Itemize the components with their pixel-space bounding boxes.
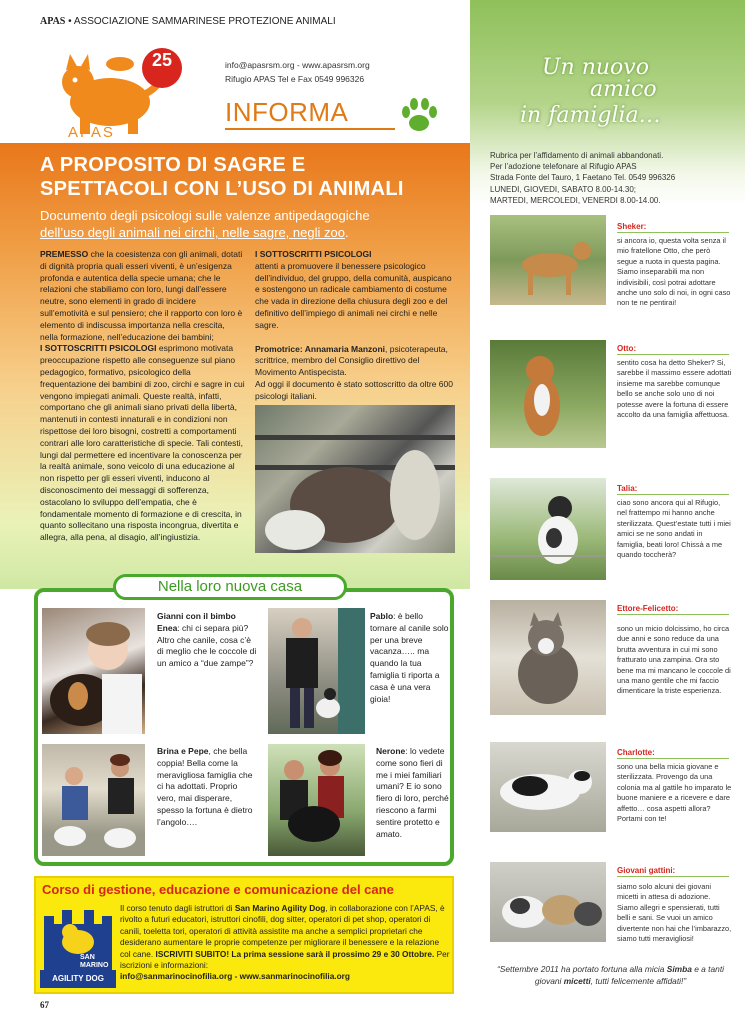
adoption-info-line: MARTEDI, MERCOLEDI, VENERDI 8.00-14.00. — [490, 195, 661, 205]
horses-photo — [255, 405, 455, 553]
new-home-title: Nella loro nuova casa — [113, 574, 347, 600]
agility-dog-logo — [40, 902, 116, 988]
photo-pablo — [268, 608, 365, 734]
caption-gianni-enea — [157, 611, 257, 670]
name-rule — [617, 354, 729, 355]
subhead-end: . — [344, 225, 349, 240]
sidebar-title-line-3: in famiglia… — [520, 103, 661, 128]
sidebar-title-line-2: amico — [590, 77, 657, 102]
adoption-info-line: Strada Fonte del Tauro, 1 Faetano Tel. 0549 996326 — [490, 173, 676, 183]
quote-part-c: , tutti felicemente affidati!” — [590, 976, 687, 986]
course-text-c: Per iscrizioni e informazioni: — [120, 948, 450, 971]
photo-nerone — [268, 744, 365, 856]
org-full: • ASSOCIAZIONE SAMMARINESE PROTEZIONE ANIMALI — [68, 16, 336, 27]
caption-text: : chi ci separa più? Altro che canile, cosa c’è di meglio che le coccole di un amico a “due zampe”? — [157, 622, 257, 669]
quote-part-a: “Settembre 2011 ha portato fortuna alla micia — [496, 964, 667, 974]
course-text — [120, 903, 450, 983]
animal-text-talia: ciao sono ancora qui al Rifugio, nel frattempo mi hanno anche sterilizzata. Quest’estate tutti i miei amici se ne sono andati in famiglia, beati loro! Chissà a me quando toccherà? — [617, 498, 731, 560]
paragraph — [40, 343, 245, 544]
caption-text: , che bella coppia! Bella come la meravigliosa famiglia che ci ha adottati. Proprio vero, mai disperare, spesso la fortuna è dietro l’angolo…. — [157, 746, 253, 827]
apas-logo-text: APAS — [68, 124, 115, 141]
paragraph-text: esprimono motivata preoccupazione rispetto alle conseguenze sul piano pedagogico, formativo, psicologico della frequentazione dei bambini di zoo, circhi e sagre in cui vengono impiegati animali. Queste realtà, infatti, comportano che gli animali siano privati della libertà, mantenuti in contesti innaturali e in condizioni non rispettose dei loro bisogni, costretti a comportamenti contrari alle loro caratteristiche di specie. Tali contesti, lungi dal permettere ed incentivare la conoscenza per la realtà animale, sono veicolo di una educazione al non rispetto per gli esseri viventi, inducono al disconoscimento dei messaggi di sofferenza, ostacolano lo sviluppo dell’empatia, che è fondamentale momento di formazione e di crescita, in quanto sollecitano una risposta incongrua, divertita e allegra, alla pena, al disagio, all’ingiustizia. — [40, 343, 245, 543]
course-cta: ISCRIVITI SUBITO! La prima sessione sarà il prossimo 29 e 30 Ottobre. — [155, 948, 435, 959]
subhead-line-1: Documento degli psicologi sulle valenze antipedagogiche — [40, 208, 370, 223]
logo-text-agility: AGILITY DOG — [52, 974, 104, 983]
photo-giovani-gattini — [490, 862, 606, 942]
caption-name: Brina e Pepe — [157, 746, 209, 756]
logo-line-2: MARINO — [80, 962, 109, 969]
adoption-info-line: Per l’adozione telefonare al Rifugio APAS — [490, 162, 637, 172]
adoption-info-line: LUNEDI, GIOVEDI, SABATO 8.00-14.30; — [490, 184, 636, 194]
paragraph-label: PREMESSO — [40, 249, 89, 259]
subhead-line-2: dell’uso degli animali nei circhi, nelle sagre, negli zoo — [40, 225, 345, 240]
article-headline — [40, 153, 460, 201]
caption-pablo — [370, 611, 450, 705]
paragraph — [255, 249, 455, 332]
photo-sheker — [490, 215, 606, 305]
org-short: APAS — [40, 16, 66, 27]
adoption-info-line: Rubrica per l’affidamento di animali abbandonati. — [490, 151, 664, 160]
paw-icon — [398, 95, 440, 135]
animal-text-giovani-gattini: siamo solo alcuni dei giovani micetti in attesa di adozione. Siamo allegri e spensierati, tutti belli e sani. Se vuoi un amico divertente non hai che l’imbarazzo, siamo tutti meravigliosi! — [617, 882, 732, 944]
animal-text-sheker: si ancora io, questa volta senza il mio fratellone Otto, che però segue a ruota in questa pagina. Siamo inseparabili ma non indivisibili, così potrai adottare anche uno solo di noi, in ogni caso non te ne pentirai! — [617, 236, 731, 308]
article-column-1 — [40, 249, 245, 544]
paragraph — [40, 249, 245, 343]
article-column-2 — [255, 249, 455, 403]
course-school: San Marino Agility Dog — [234, 903, 326, 913]
page-header — [40, 16, 336, 27]
logo-text-san-marino — [80, 954, 108, 970]
animal-name-sheker: Sheker: — [617, 222, 647, 231]
sidebar-title-line-1: Un nuovo — [542, 55, 649, 80]
paragraph-text: , psicoterapeuta, scrittrice, membro del Consiglio direttivo del Movimento Antispecista. — [255, 343, 448, 378]
paragraph-text: che la coesistenza con gli animali, dotati di dignità propria quali esseri viventi, è un’esigenza profonda e autentica della specie umana; che le relazioni che stabiliamo con loro, lungi dall’essere neutre, sono elementi in grado di incidere sull’emotività e sul pensiero; che il rapporto con loro è elemento di indiscussa importanza nella crescita, nella formazione, nell’educazione dei bambini; — [40, 249, 243, 342]
promoter-label: Promotrice: Annamaria Manzoni — [255, 343, 386, 354]
logo-line-1: SAN — [80, 954, 95, 961]
contacts-phone: Rifugio APAS Tel e Fax 0549 996326 — [225, 74, 365, 84]
animal-name-ettore-felicetto: Ettore-Felicetto: — [617, 604, 679, 613]
article-subhead — [40, 207, 460, 241]
photo-ettore-felicetto — [490, 600, 606, 715]
quote-simba: Simba — [666, 964, 692, 974]
caption-name: Pablo — [370, 611, 394, 621]
caption-text: : lo vedete come sono fieri di me i miei familiari umani? E io sono fiero di loro, perché riescono a farmi sentire protetto e amato. — [376, 746, 449, 839]
animal-name-otto: Otto: — [617, 344, 637, 353]
animal-text-otto: sentito cosa ha detto Sheker? Si, sarebbe il massimo essere adottati insieme ma sarebbe comunque bello se anche solo uno di noi potesse avere la fortuna di essere accolto da una famiglia affettuosa. — [617, 358, 732, 420]
photo-otto — [490, 340, 606, 448]
animal-name-talia: Talia: — [617, 484, 638, 493]
photo-charlotte — [490, 742, 606, 832]
name-rule — [617, 494, 729, 495]
paragraph-label: I SOTTOSCRITTI PSICOLOGI — [255, 249, 372, 259]
paragraph-label: I SOTTOSCRITTI PSICOLOGI — [40, 343, 157, 354]
quote-micetti: micetti — [563, 976, 591, 986]
caption-name: Nerone — [376, 746, 406, 756]
course-title: Corso di gestione, educazione e comunicazione del cane — [42, 882, 394, 897]
photo-talia — [490, 478, 606, 580]
name-rule — [617, 876, 729, 877]
contacts-web[interactable]: info@apasrsm.org - www.apasrsm.org — [225, 60, 370, 70]
headline-line-1: A PROPOSITO DI SAGRE E — [40, 154, 306, 176]
caption-name: Gianni con il bimbo Enea — [157, 611, 236, 633]
animal-text-ettore-felicetto: sono un micio dolcissimo, ho circa due anni e sono reduce da una brutta avventura in cui mi sono fratturato una zampina. Ora sto bene ma mi mancano le coccole di una mano gentile che mi faccio dimenticare la triste esperienza. — [617, 624, 731, 696]
name-rule — [617, 614, 729, 615]
section-label: INFORMA — [225, 97, 349, 127]
subhead-line-2-wrap — [40, 224, 460, 241]
name-rule — [617, 758, 729, 759]
paragraph — [255, 344, 455, 403]
animal-name-giovani-gattini: Giovani gattini: — [617, 866, 676, 875]
photo-gianni-enea — [42, 608, 145, 734]
caption-brina-pepe — [157, 746, 257, 829]
apas-logo — [50, 44, 200, 144]
course-contacts[interactable]: info@sanmarinocinofilia.org - www.sanmarinocinofilia.org — [120, 971, 350, 982]
course-text-b: , in collaborazione con l’APAS, è rivolto a futuri educatori, istruttori cinofili, dog sitter, operatori di pet shop, operatori di canili, toeletta tori, operatori di attività assistite ma anche a semplici proprietari che desiderano aumentare le proprie competenze per migliorare il benessere e la relazione col cane. — [120, 903, 445, 959]
section-rule — [225, 128, 395, 130]
adoption-info — [490, 150, 735, 206]
caption-text: : è bello tornare al canile solo per una breve vacanza….. ma quando la tua famiglia ti riporta a casa è una vera gioia! — [370, 611, 449, 704]
name-rule — [617, 232, 729, 233]
contacts — [225, 58, 370, 86]
headline-line-2: SPETTACOLI CON L’USO DI ANIMALI — [40, 178, 404, 200]
photo-brina-pepe — [42, 744, 145, 856]
quote-part-b: e a tanti giovani — [534, 964, 725, 986]
animal-text-charlotte: sono una bella micia giovane e sterilizzata. Provengo da una colonia ma al gattile ho imparato le buone maniere e a ricevere e dare affetto… cosa aspetti allora? Portami con te! — [617, 762, 732, 824]
animal-name-charlotte: Charlotte: — [617, 748, 655, 757]
success-quote — [488, 963, 733, 987]
paragraph-text: attenti a promuovere il benessere psicologico dell’individuo, del gruppo, della comunità, auspicano e sostengono un radicale cambiamento di costume che vada in direzione della chiusura degli zoo e del definitivo dell’impiego di animali nei circhi e nelle sagre. — [255, 260, 452, 330]
page-number: 67 — [40, 1000, 49, 1010]
anniversary-badge: 25 — [151, 50, 173, 70]
course-text-a: Il corso tenuto dagli istruttori di — [120, 903, 235, 913]
caption-nerone — [376, 746, 450, 840]
paragraph-text: Ad oggi il documento è stato sottoscritto da oltre 600 psicologi italiani. — [255, 378, 453, 401]
